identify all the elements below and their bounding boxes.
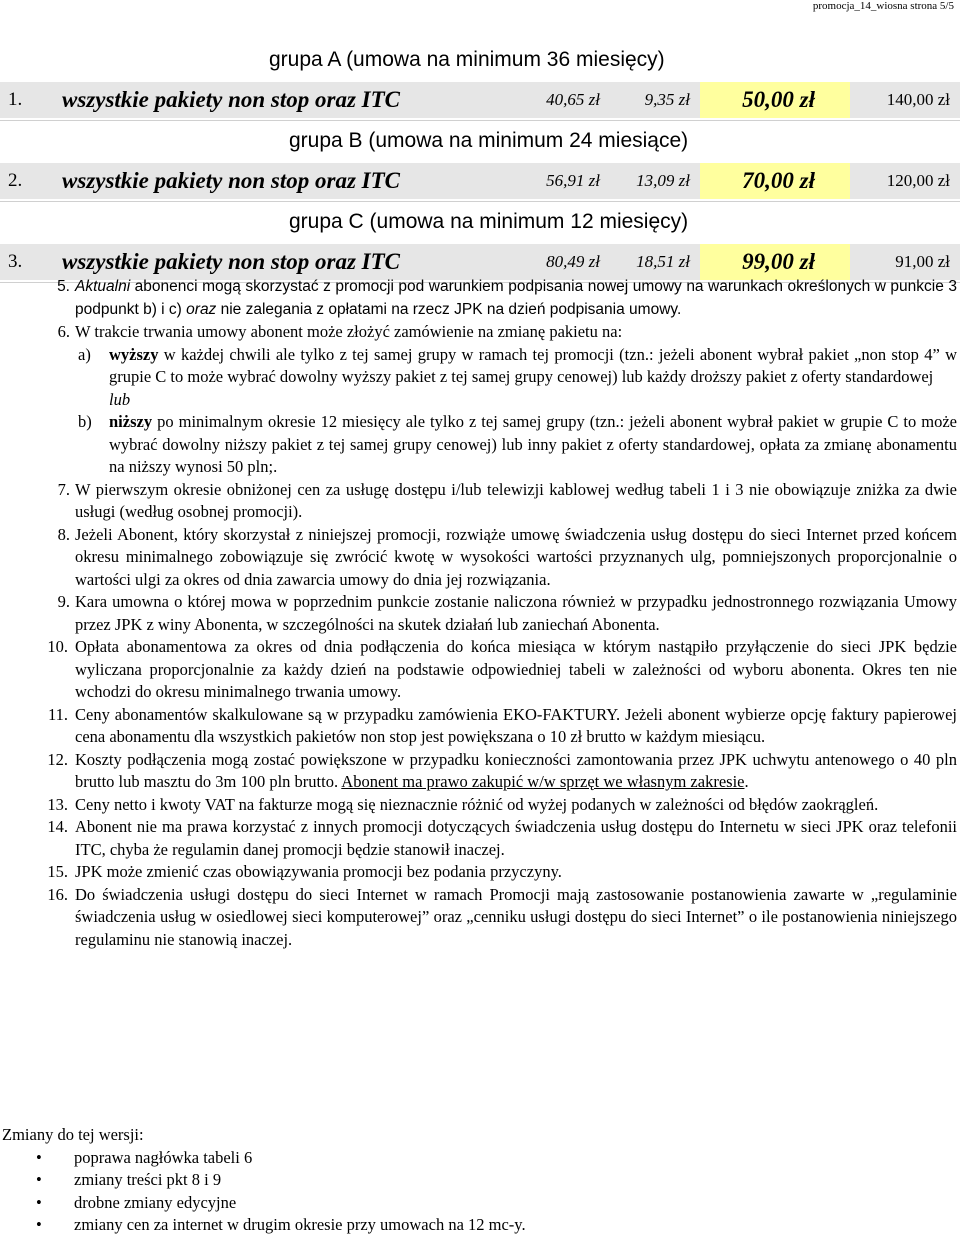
changes-title: Zmiany do tej wersji: [2,1125,144,1144]
vat-amount: 18,51 zł [636,252,690,271]
bullet-icon: • [36,1192,42,1212]
price-row [0,161,960,202]
term-number: 8. [57,524,70,544]
list-item [2,1169,526,1192]
term-15 [0,861,960,884]
term-16 [0,884,960,952]
total-value: 140,00 zł [886,90,950,109]
total-value: 91,00 zł [895,252,950,271]
term-6 [0,321,960,344]
net-price: 56,91 zł [546,171,600,190]
list-item [2,1214,526,1237]
row-number: 1. [8,89,23,110]
change-text: zmiany cen za internet w drugim okresie przy umowach na 12 mc-y. [74,1215,526,1234]
page-header-reference: promocja_14_wiosna strona 5/5 [812,0,954,12]
term-7 [0,479,960,524]
term-6b [0,411,960,479]
promotion-terms [0,276,960,951]
term-11 [0,704,960,749]
term-number: 6. [57,322,70,341]
term-6-text: W trakcie trwania umowy abonent może złożyć zamówienie na zmianę pakietu na: [75,322,623,341]
list-item [2,1192,526,1215]
term-number: 5. [57,278,70,295]
total-value: 120,00 zł [886,171,950,190]
term-number: 9. [57,592,70,611]
group-b-heading: grupa B (umowa na minimum 24 miesiące) [289,129,689,152]
change-text: zmiany treści pkt 8 i 9 [74,1170,222,1189]
term-number: 15. [47,862,68,881]
term-8 [0,524,960,592]
term-5-text-end: nie zalegania z opłatami na rzecz JPK na dzień podpisania umowy. [216,300,682,318]
term-6b-text: po minimalnym okresie 12 miesięcy ale tylko z tej samej grupy (tzn.: jeżeli abonent wybrał pakiet w grupie C to może wybrać dowolny niższy pakiet z tej samej grupy cenowej) lub inny pakiet z oferty standardowej, opłata za zmianę abonamentu na niższy wynosi 50 pln;. [109,412,957,476]
term-9-text: Kara umowna o której mowa w poprzednim punkcie zostanie naliczona również w przypadku jednostronnego rozwiązania Umowy przez JPK z winy Abonenta, w szczególności na skutek działań lub zaniechań Abonenta. [75,592,957,634]
term-5 [0,276,960,321]
term-10-text: Opłata abonamentowa za okres od dnia podłączenia do końca miesiąca w którym nastąpiło przyłączenie do sieci JPK będzie wyliczana proporcjonalnie za każdy dzień na podstawie odpowiedniej tabeli w zależności od wyboru abonenta. Okres ten nie wchodzi do okresu minimalnego trwania umowy. [75,637,957,701]
term-number: 13. [47,794,68,814]
bullet-icon: • [36,1147,42,1167]
term-9 [0,591,960,636]
term-7-text: W pierwszym okresie obniżonej cen za usługę dostępu i/lub telewizji kablowej według tabeli 1 i 3 nie obowiązuje zniżka za dwie usługi (według osobnej promocji). [75,479,957,521]
list-item [2,1147,526,1170]
term-16-text: Do świadczenia usługi dostępu do sieci Internet w ramach Promocji mają zastosowanie postanowienia zawarte w „regulaminie świadczenia usług w osiedlowej sieci komputerowej” oraz „cenniku usługi dostępu do sieci Internet” o ile postanowienia niniejszego regulaminu nie stanowią inaczej. [75,884,957,949]
term-14 [0,816,960,861]
term-number: 10. [47,637,68,656]
package-name: wszystkie pakiety non stop oraz ITC [62,168,401,193]
term-6a [0,344,960,389]
term-5-italic-lead: Aktualni [75,278,131,295]
term-6b-bold: niższy [109,412,153,431]
changes-section [2,1124,526,1237]
term-number: 7. [57,479,70,499]
gross-price: 99,00 zł [742,249,815,274]
net-price: 80,49 zł [546,252,600,271]
vat-amount: 13,09 zł [636,171,690,190]
bullet-icon: • [36,1170,42,1189]
term-number: 11. [47,704,68,724]
subterm-letter: b) [78,412,92,431]
price-row [0,80,960,121]
net-price: 40,65 zł [546,90,600,109]
subterm-letter: a) [78,344,91,364]
term-number: 16. [47,884,68,904]
price-table [0,40,960,283]
term-number: 12. [47,749,68,769]
term-14-text: Abonent nie ma prawa korzystać z innych promocji dotyczących świadczenia usług dostępu do Internetu w sieci JPK oraz telefonii ITC, chyba że regulamin danej promocji będzie stanowił inaczej. [75,817,957,859]
gross-price: 50,00 zł [742,87,815,112]
change-text: poprawa nagłówka tabeli 6 [74,1147,253,1167]
term-5-italic-oraz: oraz [186,300,217,318]
term-number: 14. [47,817,68,836]
term-13-text: Ceny netto i kwoty VAT na fakturze mogą się nieznacznie różnić od wyżej podanych w zależności od błędów zaokrągleń. [75,794,879,814]
term-12-text: Koszty podłączenia mogą zostać powiększone w przypadku konieczności zamontowania przez JPK uchwytu antenowego o 40 pln brutto lub masztu do 3m 100 pln brutto. [75,749,957,791]
vat-amount: 9,35 zł [644,90,690,109]
term-15-text: JPK może zmienić czas obowiązywania promocji bez podania przyczyny. [75,862,562,881]
term-6a-text: w każdej chwili ale tylko z tej samej grupy w ramach tej promocji (tzn.: jeżeli abonent wybrał pakiet „non stop 4” w grupie C to może wybrać dowolny wyższy pakiet z tej samej grupy cenowej) lub każdy droższy pakiet z oferty standardowej [109,344,957,386]
term-10 [0,636,960,704]
bullet-icon: • [36,1215,42,1234]
package-name: wszystkie pakiety non stop oraz ITC [62,87,401,112]
row-number: 3. [8,251,23,272]
term-11-text: Ceny abonamentów skalkulowane są w przypadku zamówienia EKO-FAKTURY. Jeżeli abonent wybierze opcję faktury papierowej cena abonamentu dla wszystkich pakietów non stop jest powiększana o 10 zł brutto w każdym miesiącu. [75,704,957,746]
term-6a-bold: wyższy [109,344,159,364]
change-text: drobne zmiany edycyjne [74,1192,237,1212]
group-a-heading: grupa A (umowa na minimum 36 miesięcy) [269,48,665,71]
term-8-text: Jeżeli Abonent, który skorzystał z niniejszej promocji, rozwiąże umowę świadczenia usług dostępu do sieci Internet przed końcem okresu minimalnego zobowiązuje się zwrócić kwotę w wysokości wartości przyznanych ulg, pomniejszonych proporcjonalnie o wartości ulgi za okres od dnia zawarcia umowy do dnia jej rozwiązania. [75,524,957,589]
row-number: 2. [8,170,23,191]
term-6-or: lub [109,389,131,409]
term-12-tail: . [744,772,749,791]
term-12-underlined: Abonent ma prawo zakupić w/w sprzęt we własnym zakresie [341,772,745,791]
package-name: wszystkie pakiety non stop oraz ITC [62,249,401,274]
gross-price: 70,00 zł [742,168,815,193]
term-13 [0,794,960,817]
group-c-heading: grupa C (umowa na minimum 12 miesięcy) [289,210,689,233]
term-12 [0,749,960,794]
term-5-text: abonenci mogą skorzystać z promocji pod warunkiem podpisania nowej umowy na warunkach określonych w punkcie 3 podpunkt b) i c) [75,278,957,318]
changes-list [2,1147,526,1237]
